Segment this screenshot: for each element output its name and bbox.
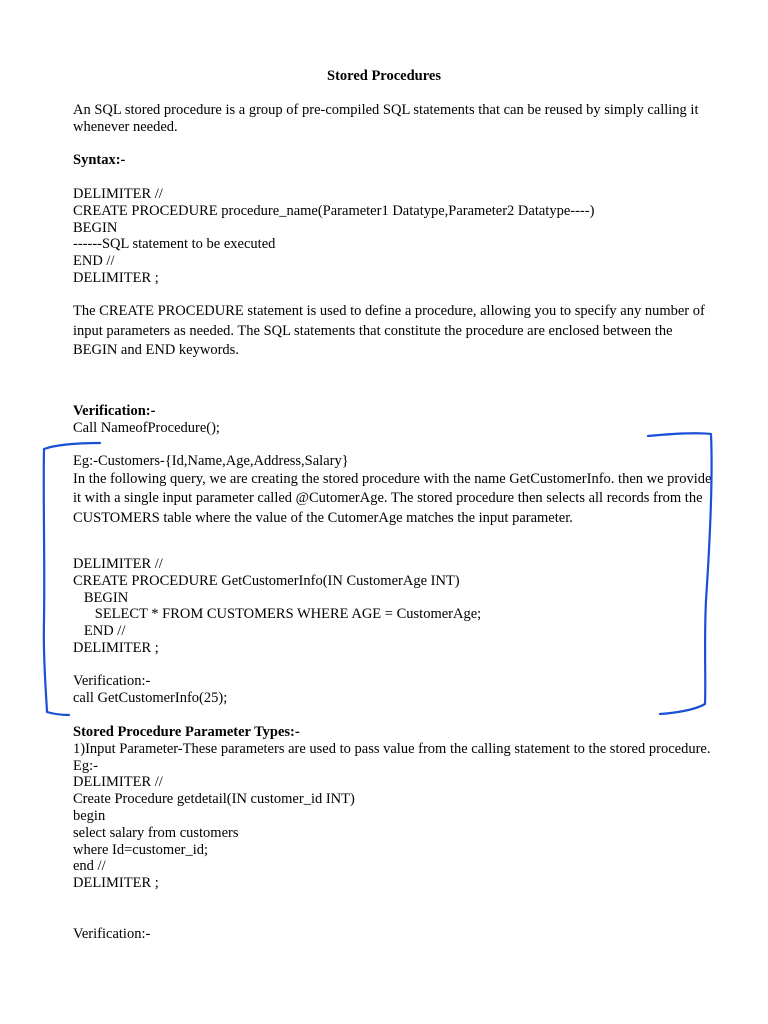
code-line: DELIMITER ;	[73, 875, 159, 892]
example-verification	[73, 673, 713, 707]
code-line: end //	[73, 858, 106, 875]
code-line: END //	[73, 623, 126, 640]
code-line: END //	[73, 253, 115, 270]
intro-paragraph	[73, 102, 713, 136]
code-line: BEGIN	[73, 589, 129, 606]
code-line: CREATE PROCEDURE procedure_name(Parameter1 Datatype,Parameter2 Datatype----)	[73, 202, 595, 219]
example-desc: In the following query, we are creating the stored procedure with the name GetCustomerInfo. then we provide it with a single input parameter called @CutomerAge. The stored procedure then selects all records from the CUSTOMERS table where the value of the CutomerAge matches the input parameter.	[73, 470, 712, 526]
syntax-code	[73, 186, 713, 287]
create-desc-text: The CREATE PROCEDURE statement is used to define a procedure, allowing you to specify any number of input parameters as needed. The SQL statements that constitute the procedure are enclosed between the BEGIN and END keywords.	[73, 303, 705, 358]
param-verification-label: Verification:-	[73, 926, 151, 942]
code-line: where Id=customer_id;	[73, 841, 209, 858]
code-line: DELIMITER //	[73, 774, 163, 791]
input-param-desc: 1)Input Parameter-These parameters are used to pass value from the calling statement to the stored procedure.	[73, 740, 711, 757]
param-verification	[73, 926, 713, 943]
code-line: begin	[73, 807, 106, 824]
code-line: SELECT * FROM CUSTOMERS WHERE AGE = CustomerAge;	[73, 606, 482, 623]
code-line: Create Procedure getdetail(IN customer_id INT)	[73, 791, 355, 808]
param-types-heading: Stored Procedure Parameter Types:-	[73, 724, 300, 740]
code-line: ------SQL statement to be executed	[73, 236, 276, 253]
verification-heading: Verification:-	[73, 403, 156, 419]
code-line: DELIMITER //	[73, 556, 163, 572]
code-line: DELIMITER ;	[73, 269, 159, 286]
verification-section	[73, 403, 713, 437]
example-schema: Eg:-Customers-{Id,Name,Age,Address,Salary}	[73, 453, 349, 469]
example-verification-label: Verification:-	[73, 673, 151, 689]
code-line: BEGIN	[73, 219, 118, 236]
eg-label: Eg:-	[73, 757, 98, 774]
code-line: CREATE PROCEDURE GetCustomerInfo(IN CustomerAge INT)	[73, 572, 460, 589]
verification-call: Call NameofProcedure();	[73, 419, 220, 436]
code-line: DELIMITER //	[73, 186, 163, 202]
example-verification-call: call GetCustomerInfo(25);	[73, 689, 228, 706]
syntax-section	[73, 152, 713, 169]
page-title: Stored Procedures	[327, 68, 441, 84]
code-line: DELIMITER ;	[73, 639, 159, 656]
param-types-section	[73, 724, 713, 892]
code-line: select salary from customers	[73, 824, 239, 841]
intro-text: An SQL stored procedure is a group of pre-compiled SQL statements that can be reused by simply calling it whenever needed.	[73, 102, 699, 135]
example-code	[73, 556, 713, 657]
example-section	[73, 453, 713, 528]
create-description	[73, 302, 713, 361]
syntax-heading: Syntax:-	[73, 152, 126, 168]
